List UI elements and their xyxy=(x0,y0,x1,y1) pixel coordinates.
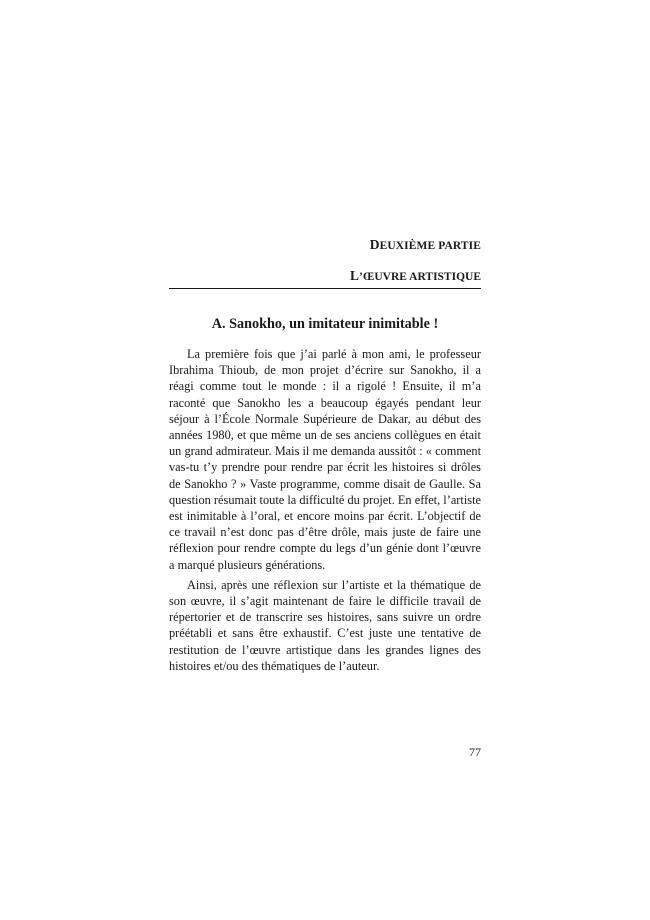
paragraph-2: Ainsi, après une réflexion sur l’artiste et la thématique de son œuvre, il s’agit maintenant de faire le difficile travail de répertorier et de transcrire ses histoires, sans suivre un ordre préétabli et sans être exhaustif. C’est juste une tentative de restitution de l’œuvre artistique dans les grandes lignes des histoires et/ou des thématiques de l’auteur. xyxy=(169,577,481,673)
page-number: 77 xyxy=(469,745,481,759)
part-subtitle xyxy=(350,268,481,284)
section-heading: A. Sanokho, un imitateur inimitable ! xyxy=(211,316,439,332)
paragraph-1: La première fois que j’ai parlé à mon ami, le professeur Ibrahima Thioub, de mon projet d’écrire sur Sanokho, il a réagi comme tout le monde : il a rigolé ! Ensuite, il m’a raconté que Sanokho les a beaucoup égayés pendant leur séjour à l’École Normale Supérieure de Dakar, au début des années 1980, et que même un de ses anciens collègues en était un grand admirateur. Mais il me demanda aussitôt : « comment vas-tu t’y prendre pour rendre par écrit les histoires si drôles de Sanokho ? » Vaste programme, comme disait de Gaulle. Sa question résumait toute la difficulté du projet. En effet, l’artiste est inimitable à l’oral, et encore moins par écrit. L’objectif de ce travail n’est donc pas d’être drôle, mais juste de faire une réflexion pour rendre compte du legs d’un génie dont l’œuvre a marqué plusieurs générations. xyxy=(169,347,481,572)
header-rule xyxy=(169,288,481,289)
part-title-rest: EUXIÈME PARTIE xyxy=(379,240,481,252)
body-text xyxy=(169,346,481,674)
part-title xyxy=(370,237,481,253)
part-subtitle-initial: L xyxy=(350,268,360,283)
part-title-initial: D xyxy=(369,237,380,252)
part-subtitle-rest: ’ŒUVRE ARTISTIQUE xyxy=(359,271,481,283)
